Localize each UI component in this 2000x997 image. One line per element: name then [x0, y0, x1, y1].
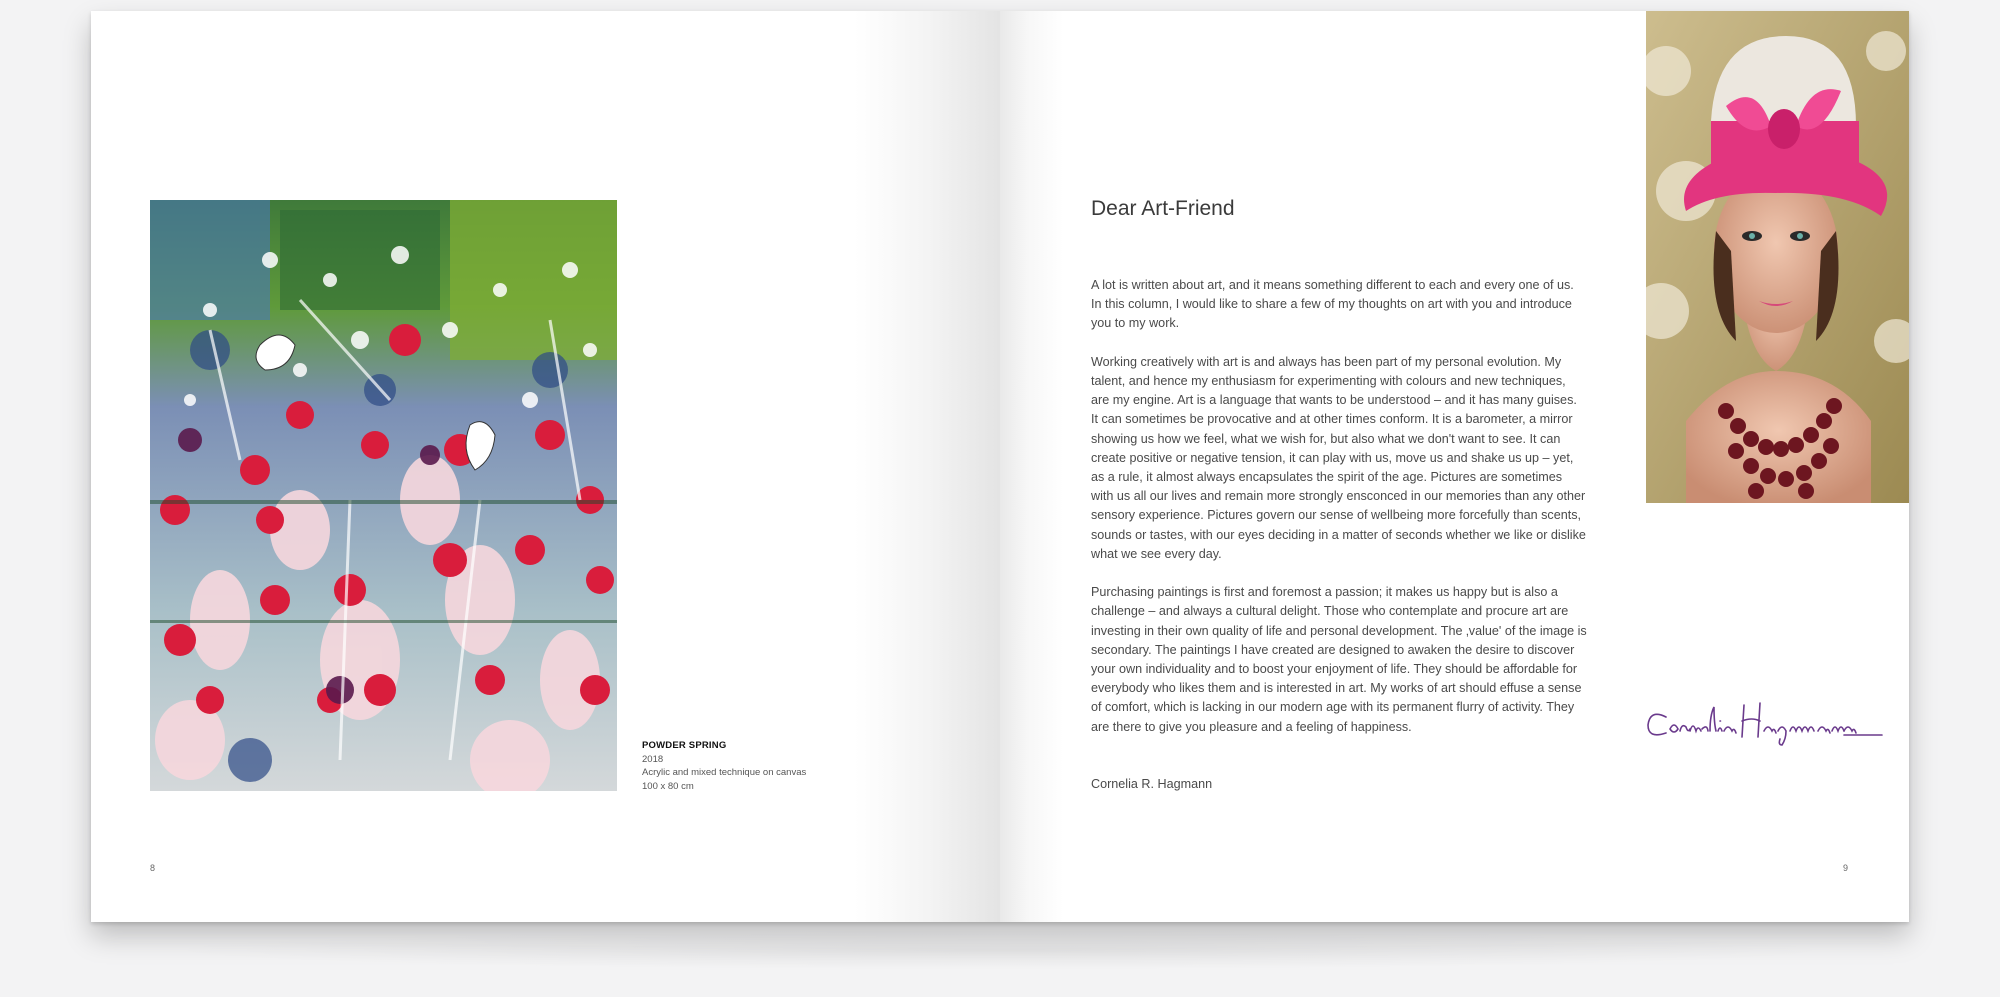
- artist-portrait: [1646, 11, 1909, 503]
- letter-paragraph: A lot is written about art, and it means something different to each and every one of us. In this column, I would like to share a few of my thoughts on art with you and introduce you to my work.: [1091, 278, 1574, 331]
- artwork-title: POWDER SPRING: [642, 740, 727, 751]
- artwork-year: 2018: [642, 753, 664, 765]
- letter-body: [1091, 276, 1587, 756]
- painting-image: [150, 200, 617, 791]
- signature-image: [1644, 695, 1884, 751]
- page-number-left: 8: [150, 863, 156, 873]
- letter-paragraph: Working creatively with art is and always has been part of my personal evolution. My talent, and hence my enthusiasm for experimenting with colours and new techniques, are my engine. Art is a language that wants to be understood – and it has many guises. It can sometimes be provocative and at other times conform. It is a barometer, a mirror showing us how we feel, what we wish for, but also what we don't want to see. It can create positive or negative tension, it can play with us, move us and shake us up – yet, as a rule, it almost always encapsulates the spirit of the age. Pictures are sometimes with us all our lives and remain more strongly ensconced in our memories than any other sensory experience. Pictures govern our sense of wellbeing more forcefully than scents, sounds or tastes, with our eyes deciding in a matter of seconds whether we like or dislike what we see every day.: [1091, 354, 1586, 561]
- right-page: [1000, 11, 1909, 922]
- left-page: [91, 11, 1000, 922]
- page-number-right: 9: [1842, 863, 1848, 873]
- book-shadow: [150, 930, 1850, 970]
- artwork-caption: [642, 739, 806, 793]
- letter-heading: Dear Art-Friend: [1091, 197, 1235, 220]
- artwork-medium: Acrylic and mixed technique on canvas: [642, 767, 807, 778]
- brochure-spread: [91, 11, 1909, 922]
- artwork-dimensions: 100 x 80 cm: [642, 780, 694, 792]
- letter-paragraph: Purchasing paintings is first and foremost a passion; it makes us happy but is also a challenge – and always a cultural delight. Those who contemplate and procure art are investing in their own quality of life and personal development. The ‚value' of the image is secondary. The paintings I have created are designed to awaken the desire to discover your own individuality and to boost your enjoyment of life. They should be affordable for everybody who likes them and is interested in art. My works of art should effuse a sense of comfort, which is lacking in our modern age with its permanent flurry of activity. They are there to give you pleasure and a feeling of happiness.: [1091, 585, 1587, 734]
- author-name: Cornelia R. Hagmann: [1091, 777, 1213, 791]
